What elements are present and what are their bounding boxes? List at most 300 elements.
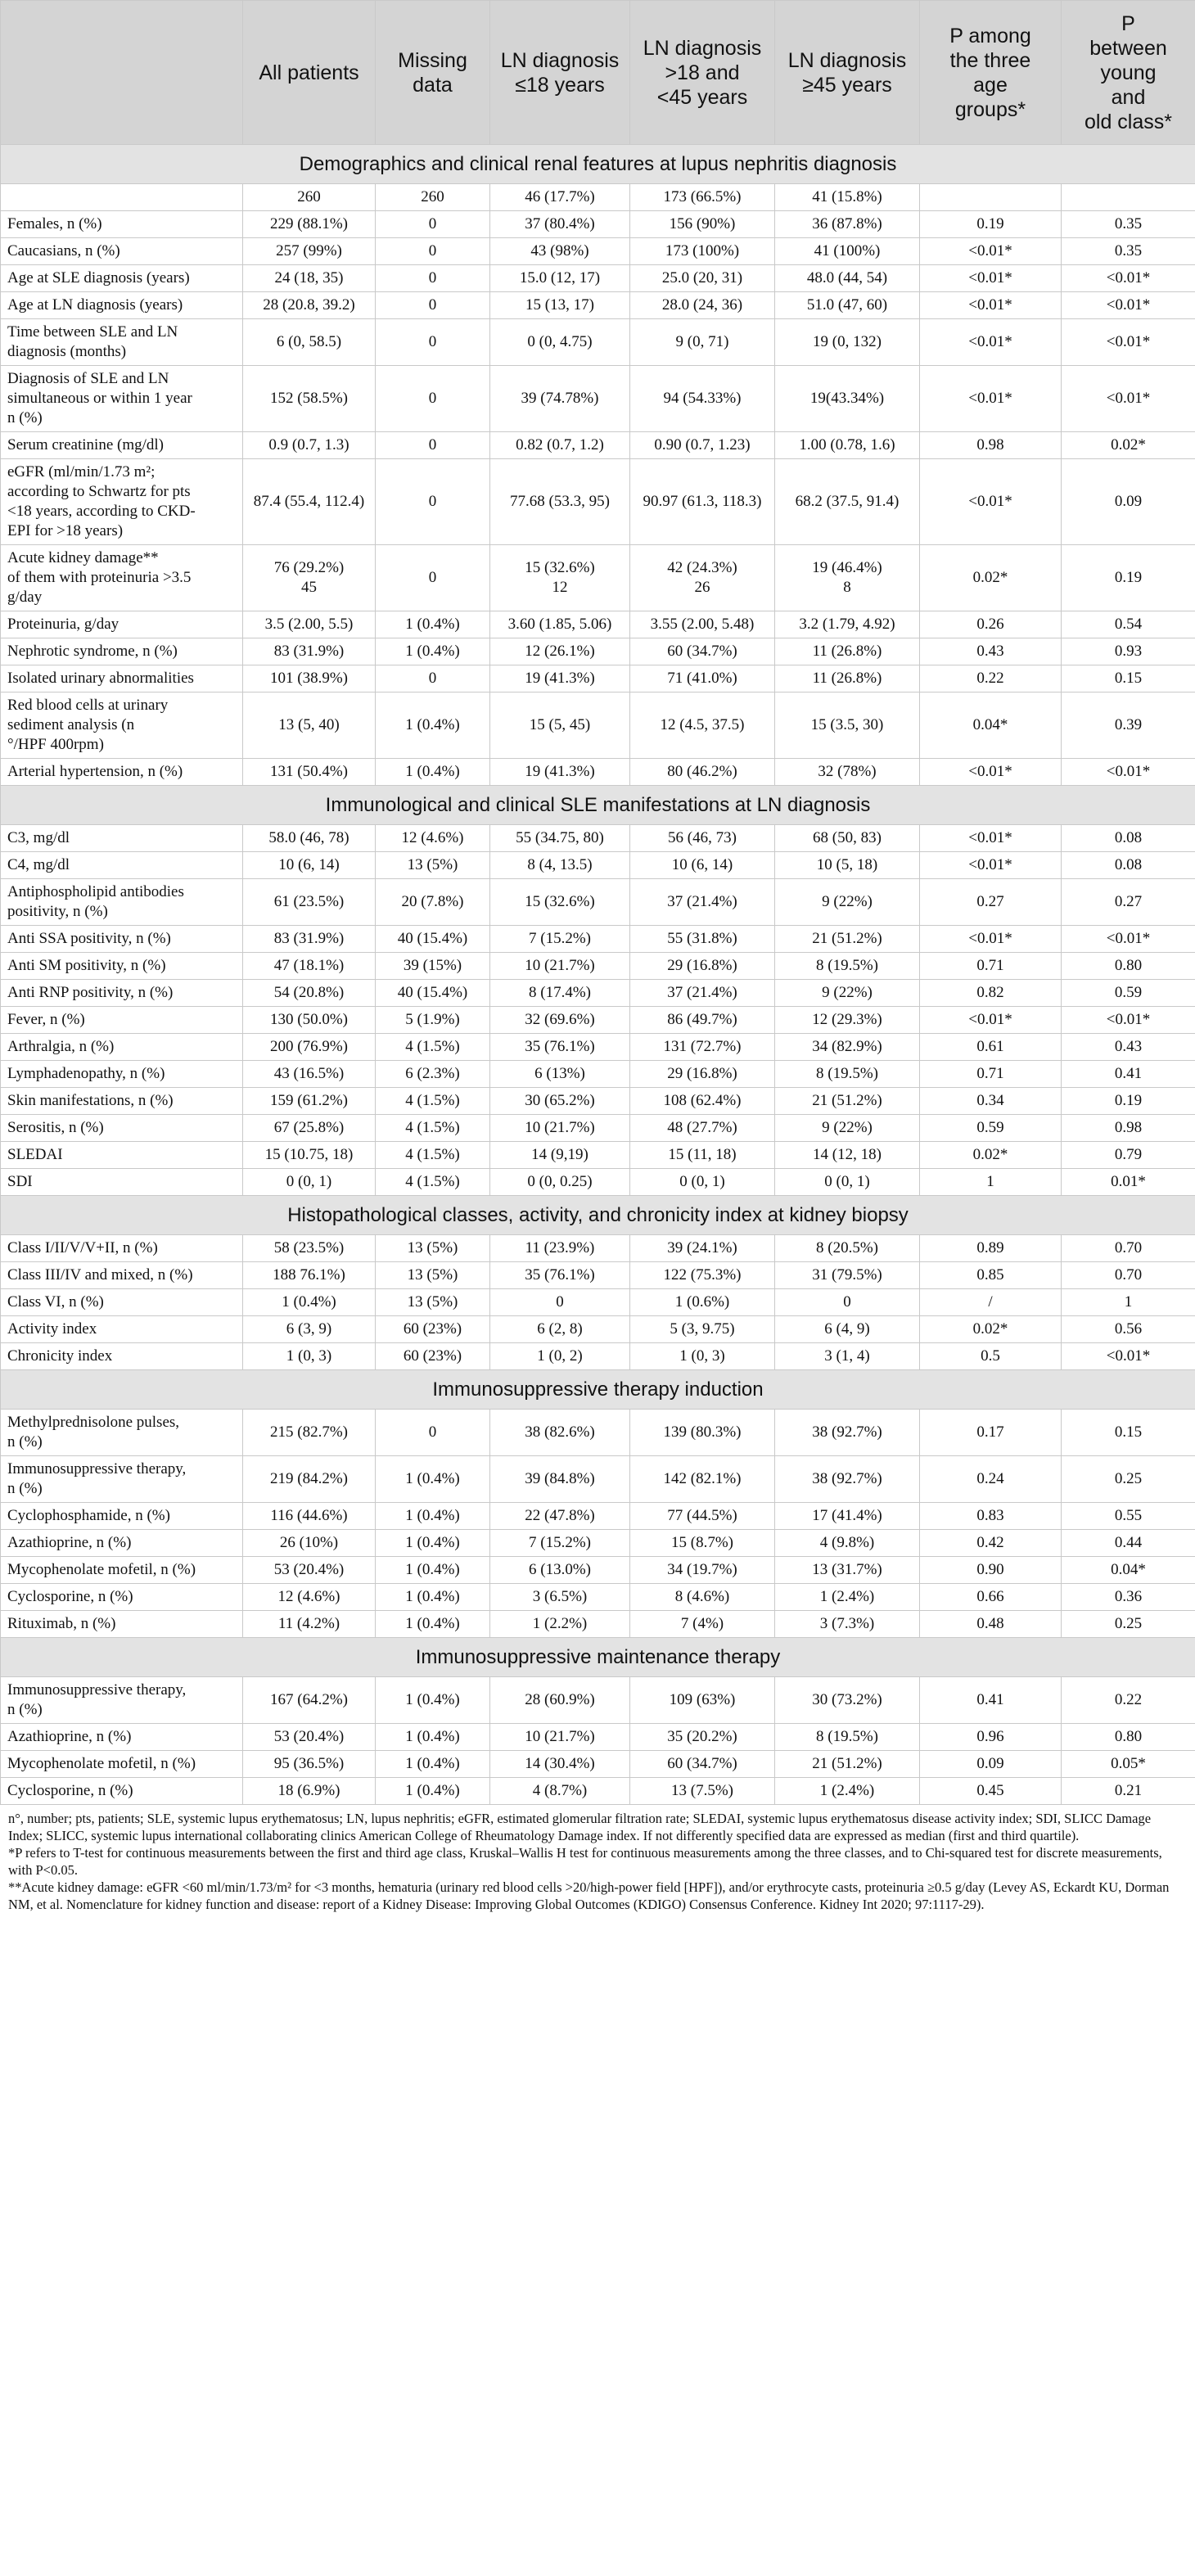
table-cell: 0.24: [920, 1456, 1062, 1503]
table-cell: 229 (88.1%): [243, 211, 376, 238]
table-cell: <0.01*: [920, 319, 1062, 366]
table-cell: 1 (0, 3): [630, 1343, 775, 1370]
table-cell: 0.19: [1062, 1088, 1195, 1115]
row-label: Antiphospholipid antibodies positivity, n (%): [1, 879, 243, 926]
row-label: Cyclophosphamide, n (%): [1, 1503, 243, 1530]
row-label: Chronicity index: [1, 1343, 243, 1370]
table-row: [1, 1724, 1195, 1751]
table-row: [1, 1530, 1195, 1557]
table-cell: 1 (0.4%): [376, 759, 490, 786]
table-cell: 0.90: [920, 1557, 1062, 1584]
table-cell: 11 (4.2%): [243, 1611, 376, 1638]
table-cell: 5 (3, 9.75): [630, 1316, 775, 1343]
table-row: [1, 825, 1195, 852]
row-label: Nephrotic syndrome, n (%): [1, 638, 243, 665]
table-cell: 1 (0.4%): [376, 1584, 490, 1611]
table-cell: 0.35: [1062, 211, 1195, 238]
table-cell: 130 (50.0%): [243, 1007, 376, 1034]
table-cell: 10 (6, 14): [243, 852, 376, 879]
section-title: Histopathological classes, activity, and chronicity index at kidney biopsy: [1, 1196, 1195, 1235]
table-cell: 0.56: [1062, 1316, 1195, 1343]
table-cell: 21 (51.2%): [775, 1088, 920, 1115]
table-cell: 48.0 (44, 54): [775, 265, 920, 292]
row-label: Red blood cells at urinary sediment analysis (n °/HPF 400rpm): [1, 692, 243, 759]
table-cell: 6 (3, 9): [243, 1316, 376, 1343]
table-cell: <0.01*: [920, 759, 1062, 786]
table-cell: 3.55 (2.00, 5.48): [630, 611, 775, 638]
table-cell: 38 (92.7%): [775, 1456, 920, 1503]
table-cell: 0.59: [1062, 980, 1195, 1007]
row-label: C3, mg/dl: [1, 825, 243, 852]
table-row: [1, 1677, 1195, 1724]
table-cell: <0.01*: [920, 265, 1062, 292]
table-cell: 48 (27.7%): [630, 1115, 775, 1142]
table-row: [1, 1007, 1195, 1034]
table-cell: 152 (58.5%): [243, 366, 376, 432]
table-cell: 0.09: [1062, 459, 1195, 545]
row-label: Methylprednisolone pulses, n (%): [1, 1410, 243, 1456]
table-cell: 0.80: [1062, 1724, 1195, 1751]
table-cell: 47 (18.1%): [243, 953, 376, 980]
table-cell: 90.97 (61.3, 118.3): [630, 459, 775, 545]
table-cell: <0.01*: [1062, 1343, 1195, 1370]
table-cell: 10 (6, 14): [630, 852, 775, 879]
table-cell: 8 (19.5%): [775, 953, 920, 980]
table-cell: 0.02*: [1062, 432, 1195, 459]
table-row: [1, 292, 1195, 319]
footnote: **Acute kidney damage: eGFR <60 ml/min/1.73/m² for <3 months, hematuria (urinary red blood cells >20/high-power field [HPF]), and/or erythrocyte casts, proteinuria ≥0.5 g/day (Levey AS, Eckardt KU, Dorman NM, et al. Nomenclature for kidney function and disease: report of a Kidney Disease: Improving Global Outcomes (KDIGO) Consensus Conference. Kidney Int 2020; 97:1117-29).: [8, 1879, 1170, 1912]
table-row: [1, 980, 1195, 1007]
table-cell: 7 (4%): [630, 1611, 775, 1638]
table-cell: 131 (72.7%): [630, 1034, 775, 1061]
table-cell: 0.34: [920, 1088, 1062, 1115]
table-cell: 0.09: [920, 1751, 1062, 1778]
table-cell: 1 (2.2%): [490, 1611, 630, 1638]
table-cell: 8 (17.4%): [490, 980, 630, 1007]
table-cell: 4 (9.8%): [775, 1530, 920, 1557]
row-label: Skin manifestations, n (%): [1, 1088, 243, 1115]
table-cell: 9 (22%): [775, 879, 920, 926]
table-cell: 0.98: [1062, 1115, 1195, 1142]
table-cell: 0: [376, 292, 490, 319]
table-cell: 0: [376, 366, 490, 432]
table-cell: 13 (7.5%): [630, 1778, 775, 1805]
table-cell: <0.01*: [1062, 319, 1195, 366]
row-label: Azathioprine, n (%): [1, 1530, 243, 1557]
row-label: Anti SM positivity, n (%): [1, 953, 243, 980]
table-cell: 41 (15.8%): [775, 184, 920, 211]
table-cell: 0.82: [920, 980, 1062, 1007]
table-cell: 4 (1.5%): [376, 1142, 490, 1169]
table-cell: 0.70: [1062, 1235, 1195, 1262]
table-cell: 0.70: [1062, 1262, 1195, 1289]
table-cell: 71 (41.0%): [630, 665, 775, 692]
table-cell: 10 (21.7%): [490, 1115, 630, 1142]
section-title: Immunosuppressive therapy induction: [1, 1370, 1195, 1410]
table-row: [1, 1169, 1195, 1196]
column-header: P between young and old class*: [1062, 1, 1195, 145]
table-cell: 156 (90%): [630, 211, 775, 238]
table-row: [1, 545, 1195, 611]
table-cell: 0.27: [920, 879, 1062, 926]
table-cell: 0.48: [920, 1611, 1062, 1638]
table-cell: 260: [243, 184, 376, 211]
table-cell: 1 (0.4%): [376, 1530, 490, 1557]
table-cell: 10 (5, 18): [775, 852, 920, 879]
table-cell: 1: [1062, 1289, 1195, 1316]
row-label: Age at LN diagnosis (years): [1, 292, 243, 319]
table-cell: 3.60 (1.85, 5.06): [490, 611, 630, 638]
row-label: Mycophenolate mofetil, n (%): [1, 1557, 243, 1584]
table-cell: <0.01*: [1062, 292, 1195, 319]
table-row: [1, 926, 1195, 953]
table-cell: 0.90 (0.7, 1.23): [630, 432, 775, 459]
row-label: Class III/IV and mixed, n (%): [1, 1262, 243, 1289]
row-label: Class I/II/V/V+II, n (%): [1, 1235, 243, 1262]
table-cell: 6 (2.3%): [376, 1061, 490, 1088]
table-cell: 0: [775, 1289, 920, 1316]
table-cell: <0.01*: [1062, 366, 1195, 432]
table-cell: 11 (23.9%): [490, 1235, 630, 1262]
table-cell: 0.83: [920, 1503, 1062, 1530]
table-cell: <0.01*: [1062, 265, 1195, 292]
table-cell: 9 (0, 71): [630, 319, 775, 366]
table-cell: 0.66: [920, 1584, 1062, 1611]
table-cell: 109 (63%): [630, 1677, 775, 1724]
table-cell: 0.9 (0.7, 1.3): [243, 432, 376, 459]
table-cell: 0 (0, 1): [630, 1169, 775, 1196]
table-cell: 0.27: [1062, 879, 1195, 926]
table-cell: 0.21: [1062, 1778, 1195, 1805]
table-cell: 8 (19.5%): [775, 1724, 920, 1751]
table-cell: 10 (21.7%): [490, 1724, 630, 1751]
table-cell: 53 (20.4%): [243, 1557, 376, 1584]
table-cell: 0.17: [920, 1410, 1062, 1456]
table-row: [1, 1503, 1195, 1530]
row-label: Arterial hypertension, n (%): [1, 759, 243, 786]
table-cell: 0: [376, 665, 490, 692]
row-label: Mycophenolate mofetil, n (%): [1, 1751, 243, 1778]
table-cell: 0.02*: [920, 1316, 1062, 1343]
table-cell: 6 (2, 8): [490, 1316, 630, 1343]
table-row: [1, 1410, 1195, 1456]
table-cell: 6 (4, 9): [775, 1316, 920, 1343]
table-row: [1, 1088, 1195, 1115]
table-cell: 0 (0, 1): [775, 1169, 920, 1196]
table-cell: 53 (20.4%): [243, 1724, 376, 1751]
table-cell: 0: [376, 238, 490, 265]
table-cell: 32 (69.6%): [490, 1007, 630, 1034]
row-label: [1, 184, 243, 211]
table-cell: 0: [376, 459, 490, 545]
table-cell: 15 (32.6%): [490, 879, 630, 926]
table-cell: 0.89: [920, 1235, 1062, 1262]
table-cell: 7 (15.2%): [490, 926, 630, 953]
table-row: [1, 184, 1195, 211]
table-cell: 0.93: [1062, 638, 1195, 665]
table-cell: 76 (29.2%) 45: [243, 545, 376, 611]
table-cell: 8 (20.5%): [775, 1235, 920, 1262]
table-cell: 0.39: [1062, 692, 1195, 759]
table-cell: 61 (23.5%): [243, 879, 376, 926]
table-cell: 55 (31.8%): [630, 926, 775, 953]
table-cell: 94 (54.33%): [630, 366, 775, 432]
table-cell: 1 (0.4%): [376, 1503, 490, 1530]
table-cell: 6 (13%): [490, 1061, 630, 1088]
table-cell: 0.96: [920, 1724, 1062, 1751]
section-header-row: [1, 145, 1195, 184]
row-label: Proteinuria, g/day: [1, 611, 243, 638]
table-cell: 19 (0, 132): [775, 319, 920, 366]
table-cell: 29 (16.8%): [630, 953, 775, 980]
table-cell: 0.71: [920, 953, 1062, 980]
table-cell: 1: [920, 1169, 1062, 1196]
table-cell: 77.68 (53.3, 95): [490, 459, 630, 545]
table-cell: <0.01*: [920, 926, 1062, 953]
table-row: [1, 852, 1195, 879]
table-cell: 15 (5, 45): [490, 692, 630, 759]
table-cell: 8 (4, 13.5): [490, 852, 630, 879]
table-cell: <0.01*: [920, 459, 1062, 545]
table-cell: 60 (34.7%): [630, 1751, 775, 1778]
table-cell: 0 (0, 1): [243, 1169, 376, 1196]
table-cell: 0: [376, 1410, 490, 1456]
table-cell: 14 (30.4%): [490, 1751, 630, 1778]
table-row: [1, 319, 1195, 366]
table-cell: 35 (76.1%): [490, 1034, 630, 1061]
table-cell: 0.15: [1062, 665, 1195, 692]
section-title: Immunosuppressive maintenance therapy: [1, 1638, 1195, 1677]
table-cell: <0.01*: [920, 1007, 1062, 1034]
table-cell: 0.5: [920, 1343, 1062, 1370]
table-cell: 41 (100%): [775, 238, 920, 265]
table-cell: 40 (15.4%): [376, 926, 490, 953]
table-cell: 15 (8.7%): [630, 1530, 775, 1557]
table-cell: 0.01*: [1062, 1169, 1195, 1196]
row-label: SLEDAI: [1, 1142, 243, 1169]
footnote: n°, number; pts, patients; SLE, systemic lupus erythematosus; LN, lupus nephritis; eGFR, estimated glomerular filtration rate; SLEDAI, systemic lupus erythematosus disease activity index; SDI, SLICC Damage Index; SLICC, systemic lupus international collaborating clinics American College of Rheumatology Damage index. If not differently specified data are expressed as median (first and third quartile).: [8, 1811, 1152, 1843]
table-cell: 0.71: [920, 1061, 1062, 1088]
table-cell: 55 (34.75, 80): [490, 825, 630, 852]
table-cell: 31 (79.5%): [775, 1262, 920, 1289]
table-cell: 28 (60.9%): [490, 1677, 630, 1724]
table-cell: 37 (80.4%): [490, 211, 630, 238]
table-cell: 35 (20.2%): [630, 1724, 775, 1751]
table-cell: 1 (0, 2): [490, 1343, 630, 1370]
table-cell: 15 (11, 18): [630, 1142, 775, 1169]
table-cell: 37 (21.4%): [630, 879, 775, 926]
section-header-row: [1, 1370, 1195, 1410]
table-cell: 159 (61.2%): [243, 1088, 376, 1115]
row-label: Females, n (%): [1, 211, 243, 238]
table-cell: 77 (44.5%): [630, 1503, 775, 1530]
table-cell: 87.4 (55.4, 112.4): [243, 459, 376, 545]
table-row: [1, 459, 1195, 545]
table-cell: 21 (51.2%): [775, 926, 920, 953]
table-cell: 200 (76.9%): [243, 1034, 376, 1061]
footnote: *P refers to T-test for continuous measurements between the first and third age class, Kruskal–Wallis H test for continuous measurements among the three classes, and to Chi-squared test for discrete measurements, with P<0.05.: [8, 1845, 1162, 1878]
footnotes: [0, 1805, 1195, 1913]
row-label: C4, mg/dl: [1, 852, 243, 879]
section-header-row: [1, 786, 1195, 825]
table-row: [1, 1584, 1195, 1611]
table-cell: 13 (5%): [376, 852, 490, 879]
table-cell: 10 (21.7%): [490, 953, 630, 980]
table-cell: 12 (29.3%): [775, 1007, 920, 1034]
table-cell: 25.0 (20, 31): [630, 265, 775, 292]
table-cell: 0.22: [1062, 1677, 1195, 1724]
table-cell: 1 (0.4%): [376, 692, 490, 759]
table-cell: 0.41: [920, 1677, 1062, 1724]
table-cell: 260: [376, 184, 490, 211]
table-row: [1, 366, 1195, 432]
table-cell: 173 (100%): [630, 238, 775, 265]
table-cell: 0.41: [1062, 1061, 1195, 1088]
table-cell: <0.01*: [920, 825, 1062, 852]
table-cell: 6 (0, 58.5): [243, 319, 376, 366]
table-cell: 1 (0.4%): [376, 1724, 490, 1751]
table-cell: 188 76.1%): [243, 1262, 376, 1289]
row-label: SDI: [1, 1169, 243, 1196]
table-cell: 8 (4.6%): [630, 1584, 775, 1611]
table-cell: 0.85: [920, 1262, 1062, 1289]
table-cell: 5 (1.9%): [376, 1007, 490, 1034]
table-cell: 15 (32.6%) 12: [490, 545, 630, 611]
table-cell: 39 (84.8%): [490, 1456, 630, 1503]
table-cell: 60 (23%): [376, 1343, 490, 1370]
table-cell: 116 (44.6%): [243, 1503, 376, 1530]
table-cell: 0.54: [1062, 611, 1195, 638]
table-cell: 18 (6.9%): [243, 1778, 376, 1805]
table-cell: 12 (4.5, 37.5): [630, 692, 775, 759]
table-cell: 26 (10%): [243, 1530, 376, 1557]
table-cell: 43 (16.5%): [243, 1061, 376, 1088]
table-cell: <0.01*: [1062, 1007, 1195, 1034]
row-label: Cyclosporine, n (%): [1, 1584, 243, 1611]
table-cell: 122 (75.3%): [630, 1262, 775, 1289]
table-cell: 0.43: [1062, 1034, 1195, 1061]
table-cell: 29 (16.8%): [630, 1061, 775, 1088]
table-row: [1, 1289, 1195, 1316]
table-cell: 54 (20.8%): [243, 980, 376, 1007]
table-cell: 36 (87.8%): [775, 211, 920, 238]
table-cell: 15 (3.5, 30): [775, 692, 920, 759]
table-cell: 0.36: [1062, 1584, 1195, 1611]
section-title: Demographics and clinical renal features at lupus nephritis diagnosis: [1, 145, 1195, 184]
table-cell: 1 (0.4%): [376, 1456, 490, 1503]
table-header: [1, 1, 1195, 145]
table-cell: <0.01*: [920, 366, 1062, 432]
table-cell: 0: [376, 319, 490, 366]
table-row: [1, 638, 1195, 665]
row-label: Anti SSA positivity, n (%): [1, 926, 243, 953]
row-label: Rituximab, n (%): [1, 1611, 243, 1638]
table-row: [1, 1343, 1195, 1370]
row-label: Acute kidney damage** of them with proteinuria >3.5 g/day: [1, 545, 243, 611]
table-cell: 39 (24.1%): [630, 1235, 775, 1262]
column-header: P among the three age groups*: [920, 1, 1062, 145]
table-cell: 56 (46, 73): [630, 825, 775, 852]
table-row: [1, 879, 1195, 926]
row-label: Immunosuppressive therapy, n (%): [1, 1677, 243, 1724]
table-cell: 219 (84.2%): [243, 1456, 376, 1503]
table-cell: 173 (66.5%): [630, 184, 775, 211]
table-cell: 46 (17.7%): [490, 184, 630, 211]
table-row: [1, 665, 1195, 692]
table-cell: 14 (12, 18): [775, 1142, 920, 1169]
table-cell: 0.61: [920, 1034, 1062, 1061]
table-cell: 0.08: [1062, 825, 1195, 852]
table-cell: 12 (4.6%): [376, 825, 490, 852]
table-cell: 12 (4.6%): [243, 1584, 376, 1611]
table-cell: 13 (31.7%): [775, 1557, 920, 1584]
table-body: [1, 145, 1195, 1805]
table-cell: 0: [376, 265, 490, 292]
table-row: [1, 238, 1195, 265]
table-cell: 34 (19.7%): [630, 1557, 775, 1584]
table-cell: <0.01*: [1062, 926, 1195, 953]
table-cell: 0.35: [1062, 238, 1195, 265]
table-cell: 60 (34.7%): [630, 638, 775, 665]
table-cell: 0: [376, 211, 490, 238]
section-header-row: [1, 1638, 1195, 1677]
row-label: Isolated urinary abnormalities: [1, 665, 243, 692]
table-row: [1, 1751, 1195, 1778]
table-cell: 67 (25.8%): [243, 1115, 376, 1142]
table-cell: 40 (15.4%): [376, 980, 490, 1007]
table-cell: 39 (15%): [376, 953, 490, 980]
table-cell: 0.19: [1062, 545, 1195, 611]
table-cell: <0.01*: [920, 238, 1062, 265]
table-cell: 19(43.34%): [775, 366, 920, 432]
table-cell: 0.05*: [1062, 1751, 1195, 1778]
table-cell: 38 (82.6%): [490, 1410, 630, 1456]
table-cell: 38 (92.7%): [775, 1410, 920, 1456]
table-row: [1, 1778, 1195, 1805]
row-label: Fever, n (%): [1, 1007, 243, 1034]
table-cell: [920, 184, 1062, 211]
table-row: [1, 692, 1195, 759]
table-cell: 101 (38.9%): [243, 665, 376, 692]
table-cell: 14 (9,19): [490, 1142, 630, 1169]
table-cell: 34 (82.9%): [775, 1034, 920, 1061]
table-cell: 0.04*: [920, 692, 1062, 759]
table-cell: 86 (49.7%): [630, 1007, 775, 1034]
table-cell: 0.44: [1062, 1530, 1195, 1557]
table-cell: 0.19: [920, 211, 1062, 238]
table-cell: 4 (1.5%): [376, 1088, 490, 1115]
row-label: Caucasians, n (%): [1, 238, 243, 265]
table-cell: 8 (19.5%): [775, 1061, 920, 1088]
table-row: [1, 1061, 1195, 1088]
table-cell: 1 (0.4%): [376, 1557, 490, 1584]
table-cell: 13 (5%): [376, 1289, 490, 1316]
column-header: All patients: [243, 1, 376, 145]
table-cell: 83 (31.9%): [243, 926, 376, 953]
table-row: [1, 211, 1195, 238]
table-cell: 0.42: [920, 1530, 1062, 1557]
table-cell: 68.2 (37.5, 91.4): [775, 459, 920, 545]
table-cell: 19 (46.4%) 8: [775, 545, 920, 611]
table-cell: 0: [376, 432, 490, 459]
table-cell: 9 (22%): [775, 980, 920, 1007]
row-label: Azathioprine, n (%): [1, 1724, 243, 1751]
table-row: [1, 1142, 1195, 1169]
table-cell: 24 (18, 35): [243, 265, 376, 292]
table-cell: 139 (80.3%): [630, 1410, 775, 1456]
table-cell: 215 (82.7%): [243, 1410, 376, 1456]
table-cell: [1062, 184, 1195, 211]
